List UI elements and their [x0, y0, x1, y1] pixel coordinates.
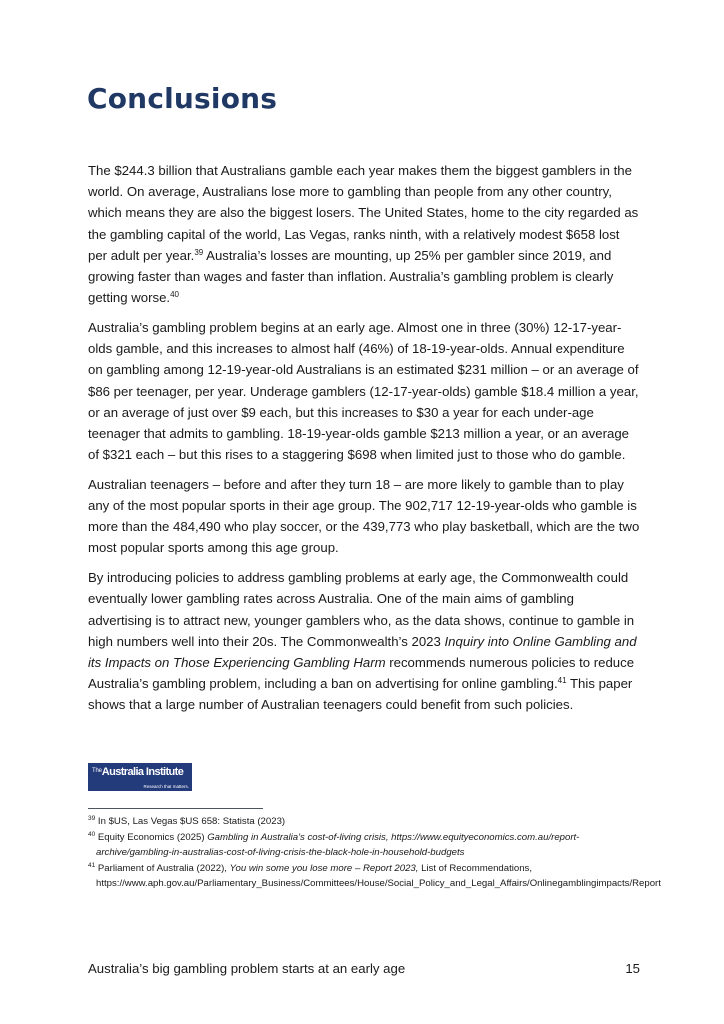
paragraph-4 — [88, 567, 640, 715]
footnote-link[interactable]: List of Recommendations, https://www.aph.gov.au/Parliamentary_Business/Committees/House/Social_Policy_and_Legal_Affairs/Onlinegamblingimpacts/Report — [96, 862, 661, 890]
paragraph-4-text-a: By introducing policies to address gambling problems at early age, the Commonwealth could eventually lower gambling rates across Australia. One of the main aims of gambling advertising is to attract new, younger gamblers who, as the data shows, continue to gamble in high numbers well into their 20s. The Commonwealth’s 2023 — [88, 570, 635, 649]
footnote-number: 40 — [88, 830, 96, 838]
footnote-ref-41[interactable]: 41 — [557, 676, 567, 686]
page-number: 15 — [625, 961, 640, 976]
page-footer — [88, 961, 640, 976]
inquiry-title: Inquiry into Online Gambling and its Impacts on Those Experiencing Gambling Harm — [88, 633, 637, 670]
logo-prefix: The — [92, 768, 102, 774]
footnote-number: 41 — [88, 861, 96, 869]
paragraph-1 — [88, 160, 640, 308]
footer-title: Australia’s big gambling problem starts at an early age — [88, 961, 406, 976]
paragraph-4-text-b: recommends numerous policies to reduce Australia’s gambling problem, including a ban on advertising for online gambling. — [88, 654, 635, 692]
footnote-report-title: You win some you lose more – Report 2023, — [229, 862, 419, 874]
logo-name: Australia Institute — [101, 766, 184, 778]
footnote-number: 39 — [88, 815, 96, 822]
footnotes — [88, 814, 661, 892]
footnote-separator — [88, 808, 263, 809]
paragraph-1-text-a: The $244.3 billion that Australians gamble each year makes them the biggest gamblers in the world. On average, Australians lose more to gambling than people from any other country, which means they are also the biggest losers. The United States, home to the city regarded as the gambling capital of the world, Las Vegas, ranks ninth, with a relatively modest $658 lost per adult per year. — [88, 163, 639, 263]
footnote-link[interactable]: Gambling in Australia’s cost-of-living crisis, https://www.equityeconomics.com.au/report-archive/gambling-in-australias-cost-of-living-crisis-the-black-hole-in-household-budgets — [96, 831, 580, 859]
footnote-text: Parliament of Australia (2022), — [97, 862, 230, 874]
footnote-39 — [88, 814, 648, 830]
footnote-ref-40[interactable]: 40 — [170, 290, 180, 300]
paragraph-4-text-c: This paper shows that a large number of Australian teenagers could benefit from such policies. — [88, 676, 633, 713]
footnote-40 — [88, 830, 648, 861]
footnote-41 — [88, 861, 661, 892]
page-title: Conclusions — [87, 82, 278, 115]
paragraph-2: Australia’s gambling problem begins at an early age. Almost one in three (30%) 12-17-year-olds gamble, and this increases to almost half (46%) of 18-19-year-olds. Annual expenditure on gambling among 12-19-year-old Australians is an estimated $231 million – or an average of $86 per teenager, per year. Underage gamblers (12-17-year-olds) gamble $18.4 million a year, or an average of just over $9 each, but this increases to $30 a year for each under-age teenager that admits to gambling. 18-19-year-olds gamble $213 million a year, or an average of $321 each – but this rises to a staggering $698 when limited just to those who do gamble. — [88, 319, 639, 463]
paragraph-3: Australian teenagers – before and after they turn 18 – are more likely to gamble than to play any of the most popular sports in their age group. The 902,717 12-19-year-olds who gamble is more than the 484,490 who play soccer, or the 439,773 who play basketball, which are the two most popular sports among this age group. — [88, 476, 640, 556]
body-text — [88, 160, 640, 724]
footnote-ref-39[interactable]: 39 — [194, 247, 204, 257]
australia-institute-logo — [88, 763, 192, 791]
paragraph-1-text-b: Australia’s losses are mounting, up 25% per gambler since 2019, and growing faster than wages and faster than inflation. Australia’s gambling problem is clearly getting worse. — [88, 247, 614, 306]
footnote-text: In $US, Las Vegas $US 658: Statista (2023) — [97, 816, 286, 827]
logo-tagline: Research that matters. — [143, 784, 189, 789]
footnote-text: Equity Economics (2025) — [97, 831, 208, 843]
